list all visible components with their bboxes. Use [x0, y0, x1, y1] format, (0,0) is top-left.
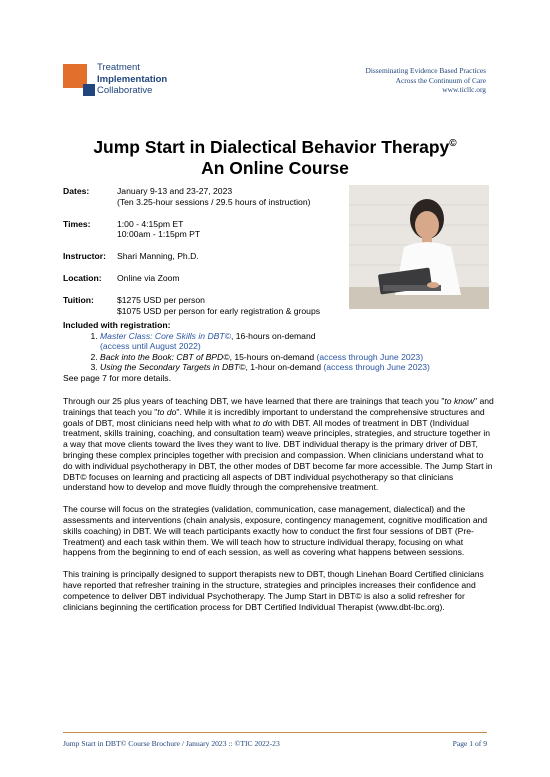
page-title [0, 133, 550, 179]
dates-label: Dates: [63, 186, 90, 196]
times-pt: 10:00am - 1:15pm PT [117, 229, 201, 240]
logo-line-1: Treatment [97, 62, 140, 73]
item-1-access: (access until August 2022) [100, 341, 201, 352]
tuition-discount: $1075 USD per person for early registration & groups [117, 305, 321, 316]
item-3-title: Using the Secondary Targets in DBT© [100, 362, 246, 373]
logo-line-2: Implementation [97, 73, 168, 85]
tagline [366, 66, 486, 95]
included-item-3 [100, 362, 493, 373]
included-item-1 [100, 331, 493, 352]
tuition-standard: $1275 USD per person [117, 294, 205, 305]
item-2-detail: , 15-hours on-demand [229, 351, 317, 362]
title-line-1: Jump Start in Dialectical Behavior Therapy [93, 136, 450, 157]
instructor-label: Instructor: [63, 251, 106, 262]
instructor-value: Shari Manning, Ph.D. [117, 251, 199, 262]
tic-logo [63, 64, 203, 104]
times-label: Times: [63, 218, 91, 229]
times-et: 1:00 - 4:15pm ET [117, 218, 184, 229]
location-value: Online via Zoom [117, 272, 180, 283]
instructor-photo [349, 185, 489, 309]
page-number: Page 1 of 9 [452, 739, 487, 748]
see-page-note: See page 7 for more details. [63, 372, 171, 383]
item-1-title: Master Class: Core Skills in DBT© [100, 330, 231, 341]
woman-at-laptop-image [349, 185, 489, 309]
copyright-mark: © [449, 138, 457, 149]
item-3-access: (access through June 2023) [323, 362, 430, 373]
tuition-row [63, 295, 320, 317]
item-3-detail: , 1-hour on-demand [245, 362, 324, 373]
included-heading: Included with registration: [63, 320, 171, 330]
included-item-2 [100, 352, 493, 363]
dates-row [63, 186, 320, 208]
location-label: Location: [63, 272, 102, 283]
included-with-registration [63, 320, 493, 384]
website-link[interactable]: www.ticllc.org [442, 85, 486, 95]
logo-text [97, 62, 167, 97]
item-1-detail: , 16-hours on-demand [230, 330, 316, 341]
logo-line-3: Collaborative [97, 85, 153, 96]
included-list [63, 331, 493, 373]
logo-mark-icon [63, 64, 95, 100]
tagline-line-1: Disseminating Evidence Based Practices [365, 66, 486, 75]
page-footer [63, 732, 487, 748]
item-2-title: Back into the Book: CBT of BPD© [100, 351, 230, 362]
dates-value: January 9-13 and 23-27, 2023 [117, 186, 233, 196]
tuition-label: Tuition: [63, 294, 94, 305]
footer-text: Jump Start in DBT© Course Brochure / January 2023 :: ©TIC 2022-23 [63, 739, 280, 748]
item-2-access: (access through June 2023) [316, 351, 424, 362]
paragraph-1: Through our 25 plus years of teaching DBT, we have learned that there are trainings that teach you "to know" and trainings that teach you "to do". While it is incredibly important to understand the comprehensive structures and goals of DBT, most clinicians need help with what to do with DBT. All modes of treatment in DBT (Individual treatment, skills training, coaching, and consultation team) weave principles, strategies, and structure together in a way that move clients toward the lives they want to live. DBT individual therapy is the primary driver of DBT, bringing these complex principles together with precision and compassion. When clinicians understand what to do with individual psychotherapy in DBT, the other modes of DBT become far more accessible. The Jump Start in DBT© focuses on learning and practicing all aspects of DBT individual psychotherapy so that clinicians understand how to develop and move fluidly through the comprehensive treatment. [63, 396, 494, 493]
instructor-row [63, 251, 320, 262]
paragraph-3: This training is principally designed to support therapists new to DBT, though Linehan Board Certified clinicians have reported that refresher training in the structure, strategies and principles increases their confidence and competence to deliver DBT individual Psychotherapy. The Jump Start in DBT© is also a solid refresher for clinicians beginning the certification process for DBT Certified Individual Therapist (www.dbt-lbc.org). [63, 569, 484, 612]
times-row [63, 219, 320, 241]
title-line-2: An Online Course [201, 157, 349, 178]
course-description [63, 396, 495, 623]
paragraph-2: The course will focus on the strategies (validation, communication, case management, dialectical) and the assessments and interventions (chain analysis, exposure, contingency management, cognitive modification and skills coaching) in DBT. We will teach participants exactly how to conduct the first four sessions of DBT (Pre-Treatment) and each task within them. We will teach how to structure individual therapy, focusing on what happens from the beginning to end of each session, as well as covering what happens between sessions. [63, 504, 488, 558]
course-info [63, 186, 320, 327]
location-row [63, 273, 320, 284]
dates-note: (Ten 3.25-hour sessions / 29.5 hours of instruction) [117, 196, 311, 207]
tagline-line-2: Across the Continuum of Care [395, 75, 486, 85]
